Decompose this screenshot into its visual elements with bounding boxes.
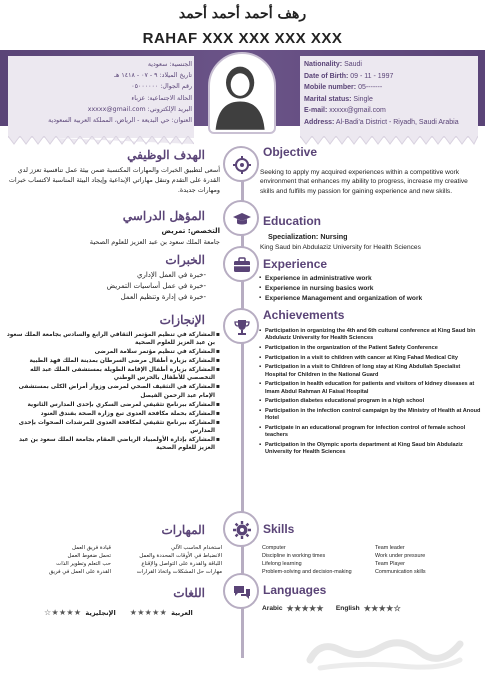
achievement-item-arabic: ▪ المشاركة بإدارة الأولمبياد الرياضي المقام بجامعة الملك سعود بن عبد العزيز للعلوم الصحية [6, 436, 220, 452]
zigzag-border-right [300, 136, 478, 146]
experience-title-english: Experience [263, 257, 328, 271]
experience-item-english: ▪ Experience in nursing basics work [260, 284, 482, 294]
skill-item-english: Discipline in working times [262, 553, 326, 559]
achievement-item-english: ▪ Participation in a visit to Children of long stay at King Abdullah Specialist Hospital for Children in the National Guard [260, 364, 482, 379]
trophy-icon [223, 308, 259, 344]
language-name: English [335, 605, 360, 612]
info-label: Date of Birth: [304, 72, 349, 80]
info-en-nationality [304, 59, 478, 71]
info-value: Al-Badi'a District - Riyadh, Saudi Arabia [334, 118, 459, 126]
info-en-birthdate [304, 71, 478, 83]
info-value: Single [351, 95, 373, 103]
achievement-item-english: ▪ Participation in health education for patients and visitors of kidney diseases at Imam Abdul Rahman Al Faisal Hospital [260, 381, 482, 396]
experience-list-english [260, 274, 482, 303]
achievement-item-english: ▪ Participation in the Olympic sports department at King Saud bin Abdulaziz University for Health Sciences [260, 442, 482, 457]
personal-info-english [304, 59, 478, 129]
skill-item-english: Problem-solving and decision-making [262, 569, 352, 575]
achievement-item-english: ▪ Participation in organizing the 4th and 6th cultural conference at King Saud bin Abdulaziz University for Health Sciences [260, 328, 482, 343]
skill-item-arabic: تحمل ضغوط العمل [67, 553, 111, 559]
skill-item-arabic: قيادة فريق العمل [72, 545, 111, 551]
info-value: 09 - 11 - 1997 [348, 72, 394, 80]
haraj-watermark-logo [300, 630, 470, 674]
achievement-item-arabic: ▪ المشاركة بحملة مكافحة العدوى تبع وزارة الصحة بفندق العنود [6, 410, 220, 418]
education-university-arabic: جامعة الملك سعود بن عبد العزيز للعلوم الصحية [89, 238, 220, 246]
info-label: E-mail: [304, 107, 328, 115]
achievement-item-english: ▪ Participate in an educational program for infection control of female school teachers [260, 425, 482, 440]
skill-item-arabic: اللباقة والقدرة على التواصل والإقناع [141, 561, 222, 567]
info-label: Nationality: [304, 61, 343, 68]
skills-list-english [262, 544, 482, 576]
achievement-item-english: ▪ Participation in the organization of the Patient Safety Conference [260, 345, 482, 352]
info-ar-mobile: رقم الجوال: ٠٥٠٠٠٠٠٠ [131, 83, 192, 91]
rating-stars-icon: ★★★★☆ [44, 608, 82, 617]
zigzag-border-left [8, 136, 194, 146]
achievement-item-english: ▪ Participation in a visit to children with cancer at King Fahad Medical City [260, 355, 482, 362]
rating-stars-icon: ★★★★☆ [363, 604, 402, 613]
achievement-item-arabic: ▪ المشاركة في تنظيم المؤتمر الثقافي الرابع والسادس بجامعة الملك سعود بن عبد العزيز للعلوم الصحية [6, 331, 220, 347]
personal-info-arabic [12, 59, 192, 126]
languages-row-english [262, 604, 405, 613]
skill-item-english: Communication skills [375, 569, 426, 575]
info-en-email [304, 105, 478, 117]
info-en-mobile [304, 82, 478, 94]
briefcase-icon [223, 246, 259, 282]
education-title-english: Education [263, 214, 322, 228]
avatar-silhouette-icon [210, 54, 274, 132]
info-ar-address: العنوان: حي البديعة - الرياض، المملكة العربية السعودية [48, 117, 192, 125]
skills-title-arabic: المهارات [161, 523, 205, 537]
achievement-item-arabic: ▪ المشاركة في التثقيف الصحي لمرضى وزوار أمراض الكلى بمستشفى الإمام عبد الرحمن الفيصل [6, 383, 220, 399]
achievements-list-arabic [6, 331, 220, 453]
chat-bubbles-icon [223, 573, 259, 609]
info-value: Saudi [342, 61, 362, 68]
rating-stars-icon: ★★★★★ [129, 608, 168, 617]
name-arabic: رهف أحمد أحمد أحمد [178, 6, 307, 22]
achievement-item-english: ▪ Participation diabetes educational program in a high school [260, 398, 482, 405]
info-ar-email: البريد الإلكتروني: xxxxx@gmail.com [87, 105, 192, 113]
experience-item-arabic: -خبرة في العمل الإداري [136, 271, 206, 279]
name-english: RAHAF XXX XXX XXX XXX [142, 30, 343, 47]
experience-item-arabic: -خبرة في عمل أساسيات التمريض [106, 282, 206, 290]
experience-item-english: ▪ Experience in administrative work [260, 274, 482, 284]
achievement-item-arabic: ▪ المشاركة في تنظيم مؤتمر سلامة المرضى [6, 348, 220, 356]
achievement-item-arabic: ▪ المشاركة ببرنامج تثقيفي لمكافحة العدوى للمرشدات الصحوات بإحدى المدارس [6, 419, 220, 435]
language-name: الإنجليزية [85, 608, 116, 617]
skill-item-english: Team leader [375, 545, 405, 551]
skill-item-arabic: الانضباط في الأوقات المحددة والعمل [139, 553, 222, 559]
skills-title-english: Skills [263, 522, 295, 536]
info-ar-nationality: الجنسية: سعودية [147, 61, 192, 68]
gear-icon [223, 511, 259, 547]
info-label: Address: [304, 118, 335, 126]
skill-item-arabic: حب التعلم وتطوير الذات [56, 561, 111, 567]
education-title-arabic: المؤهل الدراسي [122, 209, 205, 223]
rating-stars-icon: ★★★★★ [286, 604, 324, 613]
achievement-item-arabic: ▪ المشاركة بزيارة أطفال مرضى السرطان بمدينة الملك فهد الطبية [6, 357, 220, 365]
skill-item-arabic: استخدام الحاسب الآلي [171, 545, 222, 551]
education-spec-english: Specialization: Nursing [268, 232, 348, 241]
skill-item-arabic: القدرة على العمل في فريق [48, 569, 111, 575]
education-university-english: King Saud bin Abdulaziz University for Health Sciences [260, 244, 421, 251]
graduation-cap-icon [223, 200, 259, 236]
info-value: xxxxx@gmail.com [327, 107, 386, 115]
achievement-item-english: ▪ Participation in the infection control campaign by the Ministry of Health at Anoud Hotel [260, 408, 482, 423]
achievement-item-arabic: ▪ المشاركة بزيارة أطفال الإقامة الطويلة بمستشفى الملك عبد الله التخصصي للأطفال بالحرس الوطني [6, 366, 220, 382]
info-label: Marital status: [304, 95, 352, 103]
info-value: 05------- [356, 84, 383, 92]
objective-title-arabic: الهدف الوظيفي [127, 148, 205, 162]
skill-item-english: Lifelong learning [262, 561, 302, 567]
achievements-title-arabic: الإنجازات [159, 313, 205, 327]
languages-title-arabic: اللغات [173, 586, 205, 600]
achievements-list-english [260, 328, 482, 459]
objective-target-icon [223, 146, 259, 182]
language-name: Arabic [262, 605, 283, 612]
skill-item-english: Computer [262, 545, 286, 551]
experience-list-arabic [40, 270, 206, 303]
info-ar-marital: الحالة الاجتماعية: عزباء [131, 94, 192, 102]
info-ar-birthdate: تاريخ الميلاد: ٩ - ٠٧ - ١٤١٨ هـ [114, 72, 192, 80]
experience-item-english: ▪ Experience Management and organization of work [260, 294, 482, 304]
info-label: Mobile number: [304, 84, 357, 92]
profile-avatar [208, 52, 276, 134]
skill-item-arabic: مهارات حل المشكلات واتخاذ القرارات [136, 569, 222, 575]
objective-text-arabic: أسعى لتطبيق الخبرات والمهارات المكتسبة ضمن بيئة عمل تنافسية تعزز لدي القدرة على التقدم وتنقل مهاراتي الإبداعية وإيجاد البيئة المناسبة لاكتساب خبرات ومهارات جديدة. [8, 166, 220, 194]
info-en-marital [304, 94, 478, 106]
experience-item-arabic: -خبرة في إدارة وتنظيم العمل [120, 293, 206, 301]
education-spec-arabic: التخصص: تمريض [161, 227, 220, 235]
skill-item-english: Team Player [375, 561, 405, 567]
skills-list-arabic [6, 544, 222, 576]
languages-title-english: Languages [263, 583, 327, 597]
language-name: العربية [171, 608, 193, 617]
info-en-address [304, 117, 478, 129]
languages-row-arabic [40, 608, 193, 617]
objective-text-english: Seeking to apply my acquired experiences within a competitive work environment that enhances my ability to progress, increase my creative skills and fulfills my passion for gaining experience and new skills. [260, 169, 468, 195]
achievements-title-english: Achievements [263, 308, 345, 322]
skill-item-english: Work under pressure [375, 553, 426, 559]
achievement-item-arabic: ▪ المشاركة ببرنامج تثقيفي لمرضى السكري بإحدى المدارس الثانوية [6, 401, 220, 409]
objective-title-english: Objective [263, 145, 318, 159]
experience-title-arabic: الخبرات [165, 253, 205, 267]
header [0, 0, 485, 48]
